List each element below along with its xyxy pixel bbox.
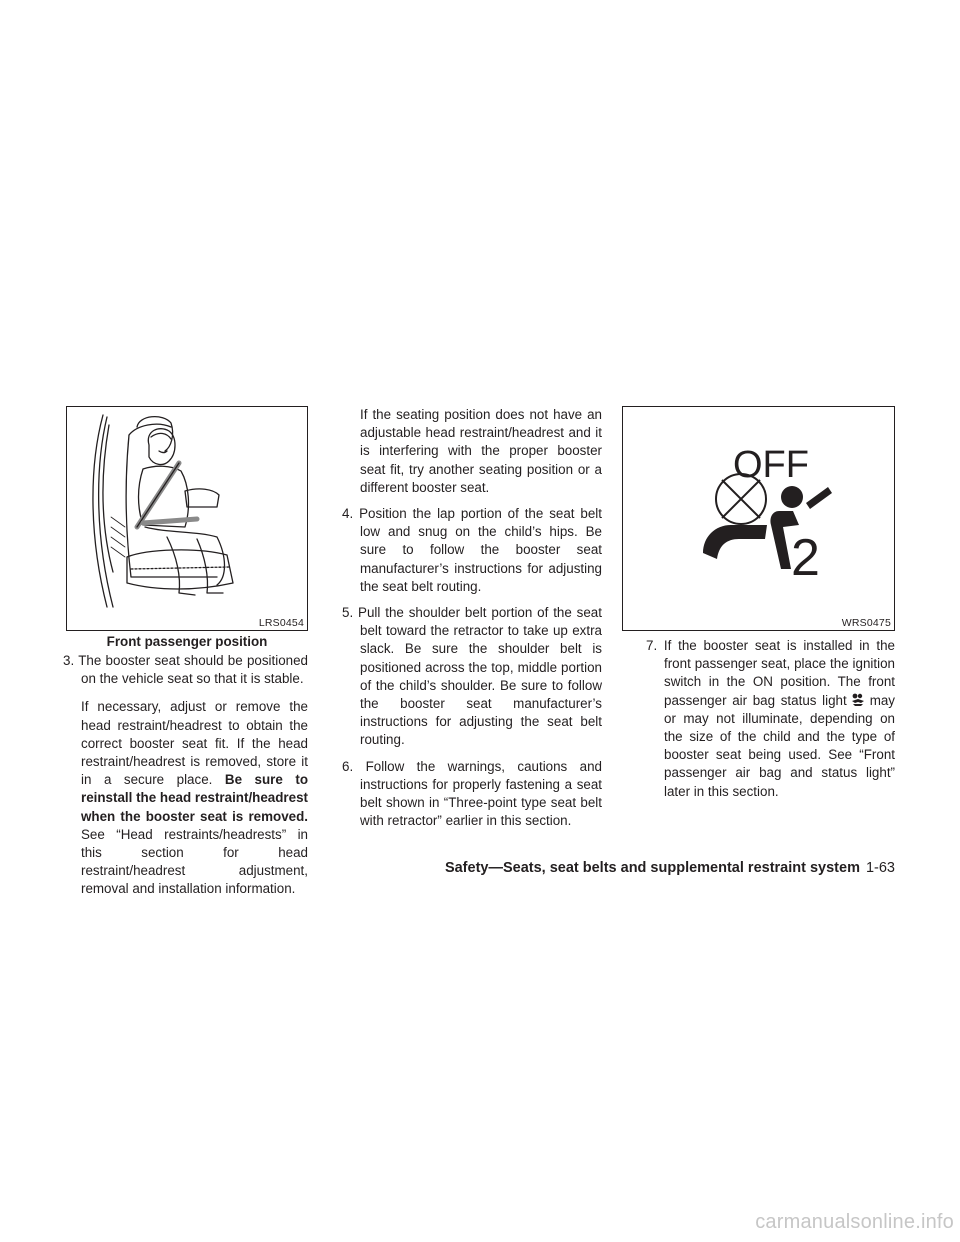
list-item-7 — [631, 637, 895, 801]
list-item-3 — [48, 652, 308, 688]
column-1 — [48, 652, 308, 899]
child-in-booster-seat-illustration — [67, 407, 307, 617]
passenger-airbag-off-indicator — [623, 407, 894, 617]
seat-number: 2 — [791, 529, 820, 587]
watermark[interactable]: carmanualsonline.info — [755, 1211, 954, 1233]
item-number: 5. — [342, 605, 354, 621]
column-2 — [327, 406, 602, 830]
column-3 — [631, 637, 895, 801]
item-number: 6. — [342, 758, 354, 774]
figure-code: LRS0454 — [258, 617, 304, 629]
warning-text: Be sure to reinstall the head restraint/headrest when the booster seat is removed. — [81, 772, 308, 824]
figure-airbag-off-indicator — [622, 406, 895, 631]
item-text: Pull the shoulder belt portion of the seat belt toward the retractor to take up extra slack. Be sure the shoulder belt is positioned across the top, middle portion of the child’s shoulder. Be sure to follow the booster seat manufacturer’s instructions for adjusting the seat belt routing. — [358, 605, 602, 748]
off-label: OFF — [733, 444, 809, 486]
paragraph-continuation: If the seating position does not have an adjustable head restraint/headrest and it is interfering with the proper booster seat fit, try another seating position or a different booster seat. — [360, 407, 602, 495]
list-item-5 — [327, 604, 602, 750]
page-footer — [445, 860, 895, 876]
list-item-6 — [327, 758, 602, 831]
paragraph-tail: See “Head restraints/headrests” in this section for head restraint/headrest adjustment, removal and installation information. — [81, 826, 308, 897]
item-number: 3. — [63, 653, 75, 668]
page-number: 1-63 — [865, 860, 895, 876]
paragraph-text: If necessary, adjust or remove the head restraint/headrest to obtain the correct booster seat fit. If the head restraint/headrest is removed, store it in a secure place. — [81, 699, 308, 788]
item-text: If the booster seat is installed in the front passenger seat, place the ignition switch in the ON position. The front passenger air bag status light — [663, 638, 895, 708]
list-item-4 — [327, 505, 602, 596]
item-text: The booster seat should be positioned on the vehicle seat so that it is stable. — [78, 653, 308, 687]
item-number: 7. — [646, 638, 658, 653]
figure-caption: Front passenger position — [106, 634, 268, 649]
item-text-continued: may or may not illuminate, depending on the size of the child and the type of booster seat being used. See “Front passenger air bag and status light” later in this section. — [664, 692, 895, 799]
item-number: 4. — [342, 506, 354, 522]
airbag-status-icon — [849, 692, 867, 708]
figure-code: WRS0475 — [841, 617, 891, 629]
figure-front-passenger-position — [66, 406, 308, 631]
paragraph-head-restraint — [48, 698, 308, 898]
item-text: Position the lap portion of the seat belt low and snug on the child’s hips. Be sure to follow the booster seat manufacturer’s instructions for adjusting the seat belt routing. — [359, 506, 602, 594]
section-title: Safety—Seats, seat belts and supplemental restraint system — [444, 860, 860, 876]
item-text: Follow the warnings, cautions and instructions for properly fastening a seat belt shown in “Three-point type seat belt with retractor” earlier in this section. — [360, 758, 602, 829]
